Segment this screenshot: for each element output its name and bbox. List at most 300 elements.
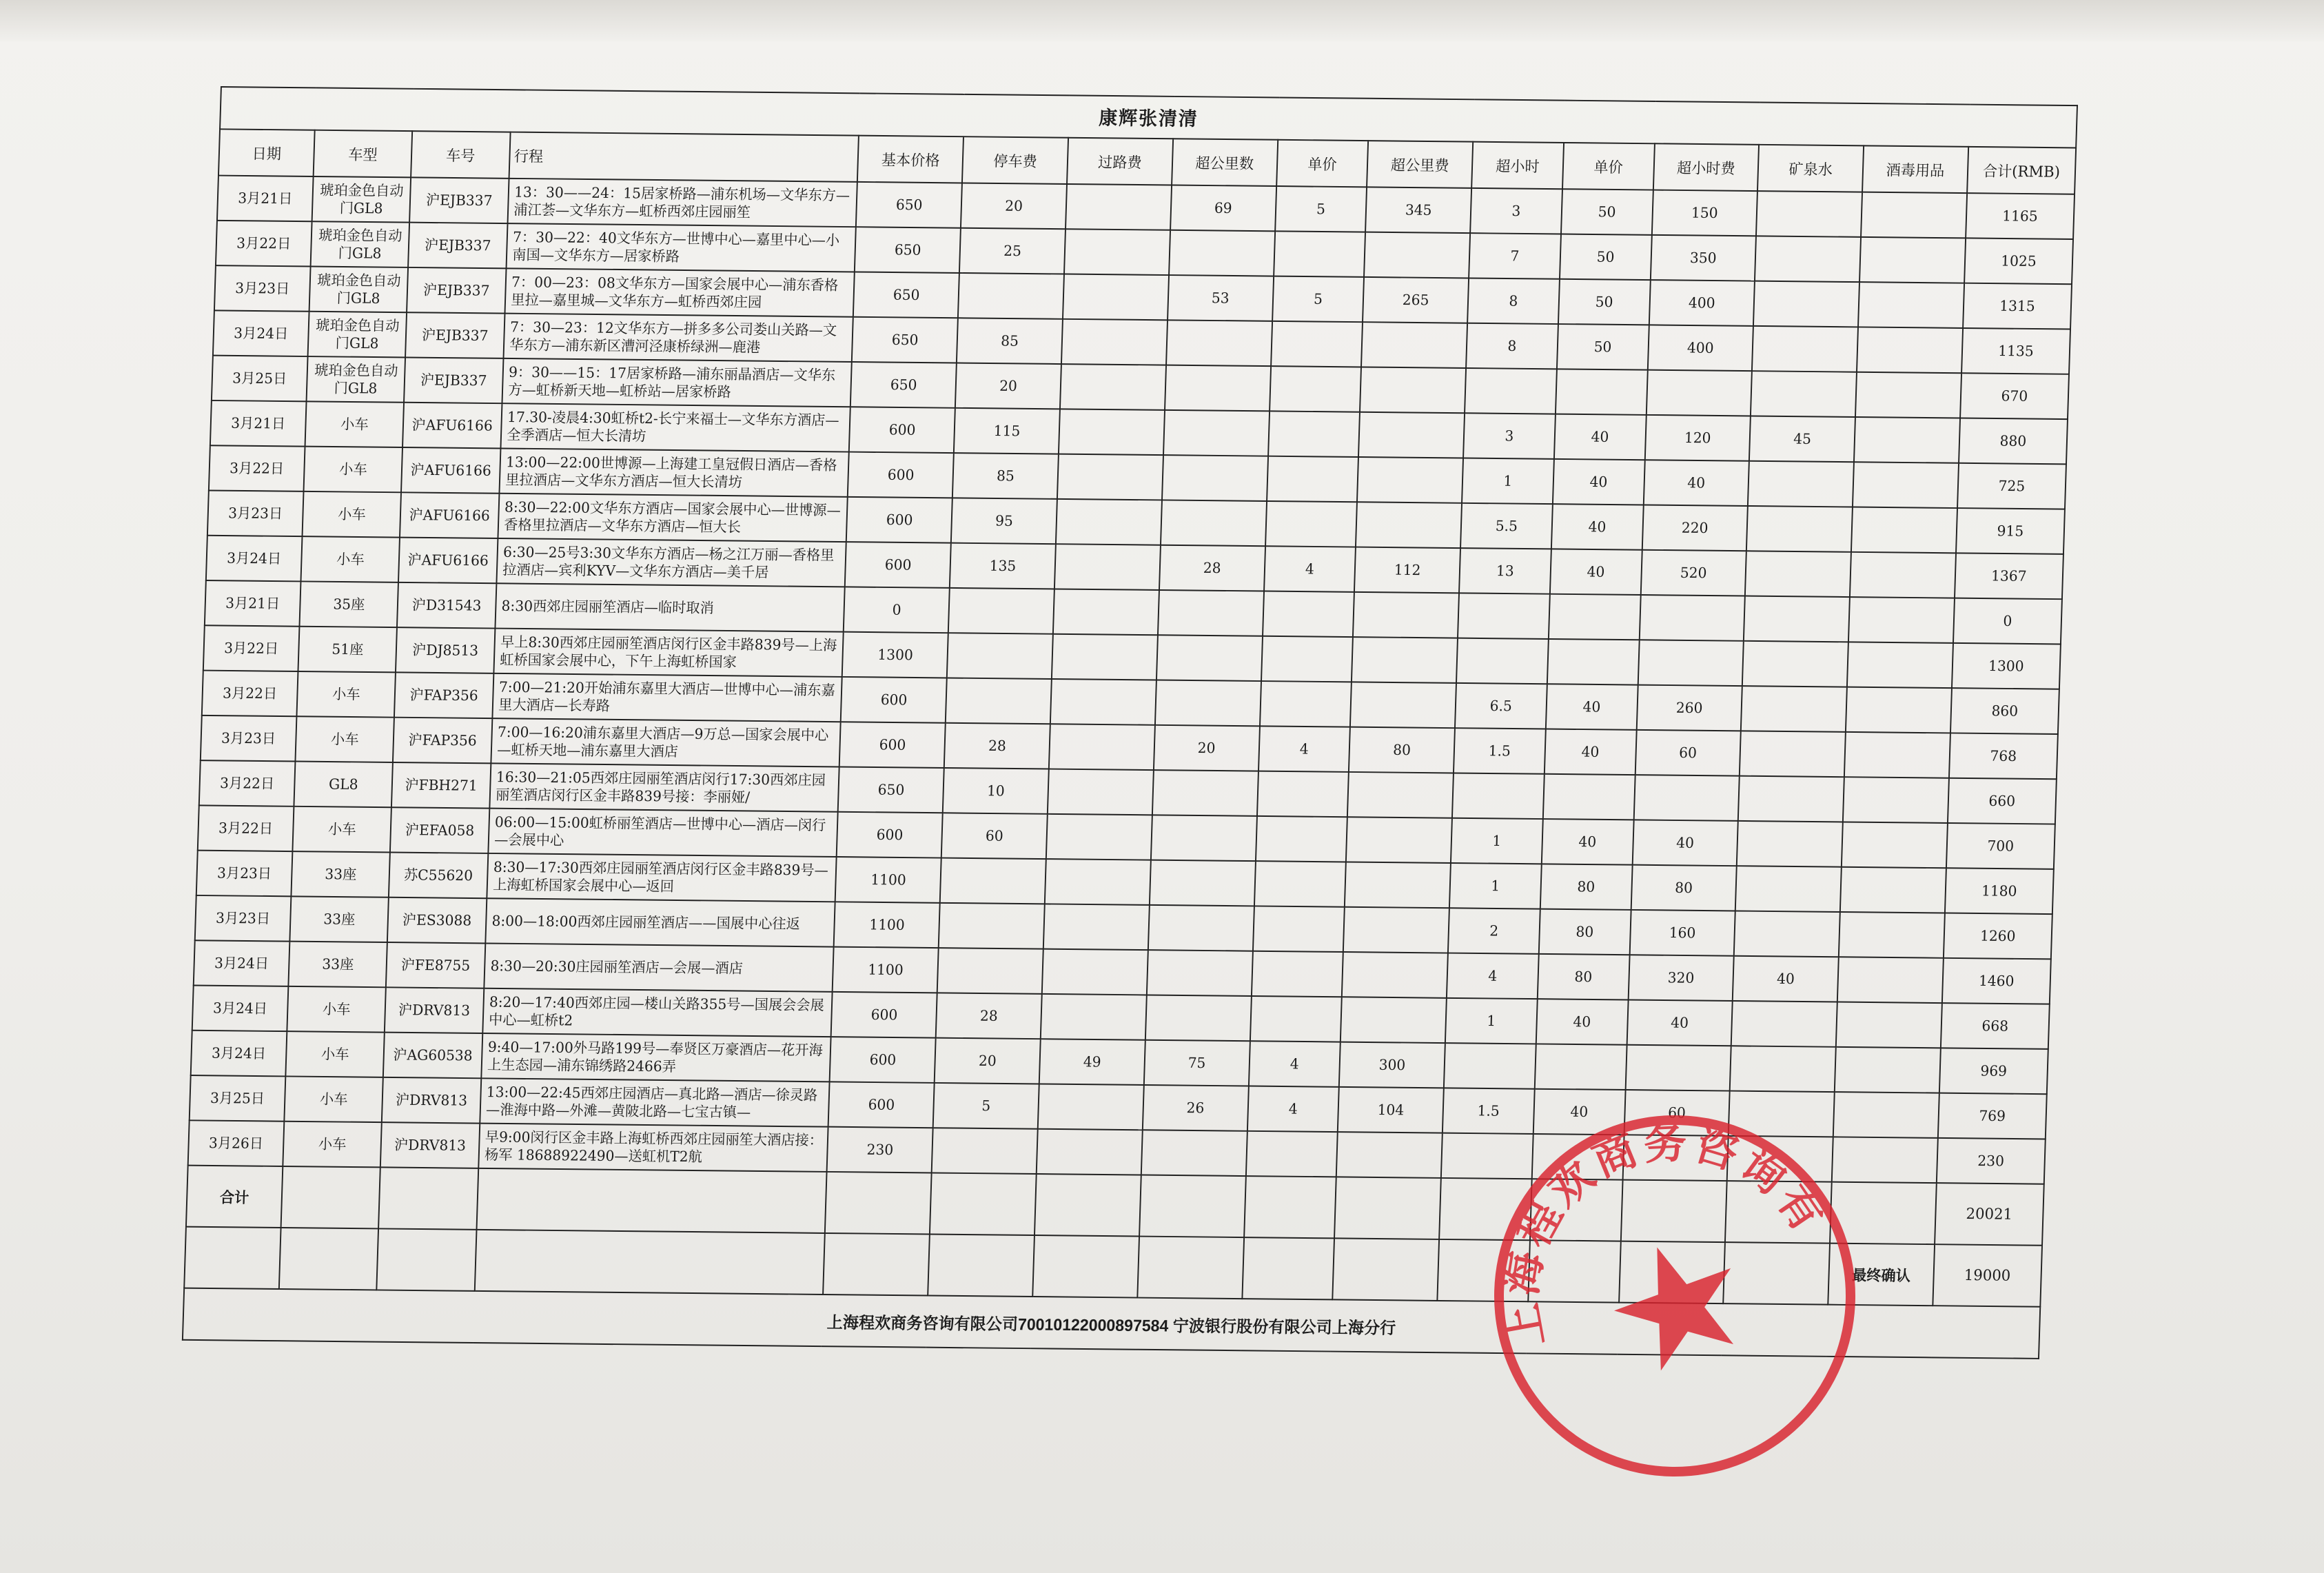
toll-fee-cell [1053,589,1159,635]
date-cell: 3月24日 [206,536,303,582]
toll-fee-cell [1043,904,1150,950]
hour-unit-price-cell: 80 [1540,864,1633,910]
extra-km-fee-cell [1352,637,1458,683]
extra-hours-cell: 2 [1448,908,1540,954]
itinerary-cell: 8:30—20:30庄园丽笙酒店—会展—酒店 [484,943,834,991]
parking-fee-cell: 25 [959,228,1066,274]
date-cell: 3月25日 [190,1075,286,1122]
column-header: 超小时 [1471,142,1564,190]
plate-cell: 沪DRV813 [380,1122,480,1168]
toll-fee-cell [1049,724,1155,770]
sum-empty-cell [476,1168,827,1233]
extra-hours-cell: 13 [1459,548,1551,594]
parking-fee-cell: 115 [954,408,1060,454]
final-empty-cell [824,1233,930,1296]
plate-cell: 沪FBH271 [391,762,491,809]
parking-fee-cell: 60 [941,813,1048,859]
plate-cell: 沪DRV813 [382,1077,481,1124]
parking-fee-cell: 85 [952,453,1059,499]
extra-hour-fee-cell: 260 [1636,685,1742,731]
water-cell [1737,821,1843,867]
hour-unit-price-cell: 40 [1550,549,1642,595]
extra-km-cell: 53 [1168,275,1274,321]
base-price-cell: 1100 [834,902,940,948]
water-cell [1735,866,1842,912]
toll-fee-cell [1046,814,1152,860]
extra-km-fee-cell: 345 [1365,187,1471,233]
base-price-cell: 230 [827,1127,933,1173]
base-price-cell: 600 [846,497,952,543]
toll-fee-cell [1059,409,1165,455]
water-cell [1740,731,1846,777]
base-price-cell: 650 [853,272,959,318]
extra-km-cell: 28 [1159,545,1265,591]
extra-hours-cell: 6.5 [1455,683,1547,729]
car-type-cell: 33座 [291,851,390,897]
total-cell: 860 [1950,688,2059,734]
parking-fee-cell: 5 [933,1083,1039,1129]
extra-km-fee-cell [1347,772,1454,818]
extra-km-cell [1158,590,1264,636]
plate-cell: 沪EJB337 [405,312,504,358]
plate-cell: 沪EJB337 [407,267,506,314]
itinerary-cell: 8:20—17:40西郊庄园—楼山关路355号—国展会会展中心—虹桥t2 [482,988,833,1037]
base-price-cell: 1100 [833,947,939,993]
total-cell: 1260 [1944,913,2052,960]
water-cell [1756,191,1862,237]
extra-hour-fee-cell [1639,595,1745,641]
final-empty-cell [1619,1241,1726,1304]
column-header: 超小时费 [1653,143,1759,191]
extra-km-cell [1141,1130,1247,1176]
itinerary-cell: 6:30—25号3:30文华东方酒店—杨之江万丽—香格里拉酒店—宾利KYV—文华东方酒店—美千居 [496,538,846,587]
itinerary-cell: 7:00—16:20浦东嘉里大酒店—9万总—国家会展中心—虹桥天地—浦东嘉里大酒店 [491,718,841,767]
sum-empty-cell [1034,1174,1141,1237]
extra-km-cell [1151,815,1257,861]
extra-km-cell [1156,635,1263,681]
extra-km-fee-cell [1361,322,1467,368]
car-type-cell: 琥珀金色自动门GL8 [309,267,409,313]
plate-cell: 沪DJ8513 [396,627,495,673]
total-cell: 660 [1948,778,2057,824]
extra-hour-fee-cell: 60 [1624,1090,1730,1136]
wine-cell [1844,732,1950,778]
extra-km-cell [1165,365,1271,412]
extra-km-fee-cell: 80 [1349,727,1455,773]
water-cell [1746,506,1853,552]
sum-empty-cell [1620,1180,1727,1243]
date-cell: 3月22日 [209,445,305,491]
extra-km-fee-cell [1346,817,1452,863]
wine-cell [1839,912,1945,958]
plate-cell: 沪DRV813 [385,987,484,1033]
extra-hour-fee-cell [1633,775,1740,821]
final-empty-cell [184,1227,281,1289]
final-empty-cell [279,1228,378,1290]
km-unit-price-cell [1274,231,1366,277]
hour-unit-price-cell: 50 [1561,189,1653,235]
hour-unit-price-cell: 80 [1539,909,1631,955]
parking-fee-cell: 135 [950,543,1056,589]
extra-km-fee-cell [1360,367,1466,413]
extra-km-fee-cell [1358,412,1465,458]
toll-fee-cell [1063,274,1169,321]
date-cell: 3月22日 [199,760,296,806]
parking-fee-cell [958,273,1064,319]
column-header: 合计(RMB) [1967,147,2076,194]
car-type-cell: 小车 [296,671,396,718]
date-cell: 3月26日 [188,1120,285,1166]
km-unit-price-cell [1250,996,1342,1042]
column-header: 基本价格 [857,136,964,183]
toll-fee-cell [1052,634,1158,680]
extra-km-fee-cell [1343,907,1449,953]
extra-hour-fee-cell: 40 [1632,820,1738,866]
extra-km-cell [1148,905,1254,951]
column-header: 单价 [1276,140,1369,187]
extra-km-cell [1152,770,1258,816]
car-type-cell: 小车 [283,1122,382,1168]
itinerary-cell: 06:00—15:00虹桥丽笙酒店—世博中心—酒店—闵行—会展中心 [488,809,838,857]
km-unit-price-cell: 4 [1258,726,1351,772]
water-cell [1731,1001,1837,1047]
column-header: 日期 [218,129,315,176]
water-cell [1727,1136,1833,1182]
wine-cell [1835,1047,1941,1093]
plate-cell: 沪AFU6166 [400,492,499,538]
base-price-cell: 650 [850,362,957,408]
wine-cell [1836,1002,1942,1048]
extra-km-cell [1162,455,1268,501]
parking-fee-cell [932,1128,1038,1174]
total-cell: 700 [1946,823,2055,869]
water-cell [1742,641,1848,687]
column-header: 矿泉水 [1757,145,1864,192]
plate-cell: 沪AFU6166 [398,538,498,584]
parking-fee-cell: 10 [943,768,1049,814]
hour-unit-price-cell: 50 [1557,324,1649,370]
extra-hour-fee-cell: 40 [1627,999,1733,1046]
car-type-cell: 35座 [300,581,399,627]
extra-hour-fee-cell [1622,1135,1729,1181]
hour-unit-price-cell: 40 [1553,459,1645,505]
itinerary-cell: 7:00—21:20开始浦东嘉里大酒店—世博中心—浦东嘉里大酒店—长寿路 [492,673,842,722]
extra-hour-fee-cell: 320 [1628,955,1734,1001]
plate-cell: 沪EJB337 [409,177,509,223]
total-cell: 1315 [1963,283,2072,329]
table-title: 康辉张清清 [220,87,2077,148]
hour-unit-price-cell: 40 [1554,414,1647,460]
water-cell [1734,911,1840,957]
final-total: 19000 [1933,1244,2042,1307]
itinerary-cell: 17.30-凌晨4:30虹桥t2-长宁来福士—文华东方酒店—全季酒店—恒大长清坊 [500,403,850,451]
car-type-cell: 小车 [285,1031,385,1077]
sum-empty-cell [1244,1176,1336,1238]
date-cell: 3月22日 [203,625,300,671]
wine-cell [1842,822,1948,868]
plate-cell: 沪FE8755 [386,942,485,988]
settlement-sheet [182,86,2078,1359]
wine-cell [1837,957,1944,1003]
total-cell: 880 [1959,418,2068,465]
extra-hour-fee-cell: 520 [1640,550,1746,596]
parking-fee-cell: 20 [935,1038,1041,1084]
extra-km-cell: 75 [1144,1040,1250,1086]
column-header: 过路费 [1067,138,1173,185]
itinerary-cell: 8:30西郊庄园丽笙酒店—临时取消 [495,583,845,631]
total-cell: 668 [1941,1003,2050,1049]
plate-cell: 沪EJB337 [408,223,507,269]
extra-km-cell [1145,995,1252,1041]
extra-km-cell [1166,320,1272,366]
date-cell: 3月22日 [198,805,294,851]
extra-hours-cell [1456,638,1549,684]
water-cell [1741,686,1847,732]
car-type-cell: 33座 [288,942,387,988]
wine-cell [1854,417,1960,463]
toll-fee-cell [1042,949,1148,995]
base-price-cell: 650 [856,182,962,228]
extra-km-fee-cell [1342,952,1448,998]
final-empty-cell [377,1228,476,1290]
km-unit-price-cell: 5 [1275,186,1367,232]
toll-fee-cell [1041,994,1147,1040]
plate-cell: 苏C55620 [389,852,488,898]
final-empty-cell [1528,1240,1620,1302]
date-cell: 3月24日 [192,986,289,1032]
car-type-cell: 小车 [301,536,400,582]
itinerary-cell: 7：30—22：40文华东方—世博中心—嘉里中心—小南国—文华东方—居家桥路 [506,223,856,272]
parking-fee-cell [940,858,1046,904]
hour-unit-price-cell: 40 [1533,1089,1625,1135]
km-unit-price-cell [1263,591,1355,638]
hour-unit-price-cell [1531,1134,1624,1180]
extra-km-cell [1161,500,1267,546]
sum-label: 合计 [186,1166,283,1228]
total-cell: 0 [1953,598,2062,645]
base-price-cell: 600 [831,992,937,1038]
final-empty-cell [1032,1235,1139,1298]
water-cell [1744,596,1850,642]
extra-hours-cell: 4 [1447,953,1539,999]
toll-fee-cell [1050,679,1156,725]
plate-cell: 沪D31543 [397,582,496,629]
extra-hours-cell [1452,773,1545,819]
itinerary-cell: 早上8:30西郊庄园丽笙酒店闵行区金丰路839号—上海虹桥国家会展中心，下午上海虹桥国家 [493,629,844,677]
final-empty-cell [928,1234,1034,1297]
toll-fee-cell: 49 [1039,1039,1145,1085]
column-header: 超公里数 [1172,139,1278,186]
extra-km-fee-cell: 104 [1338,1087,1444,1133]
water-cell [1755,236,1861,282]
date-cell: 3月21日 [210,400,307,447]
car-type-cell: 小车 [295,716,394,762]
extra-hour-fee-cell: 150 [1651,190,1757,236]
date-cell: 3月23日 [196,851,293,897]
km-unit-price-cell [1251,951,1343,997]
final-empty-cell [1242,1237,1334,1299]
base-price-cell: 0 [844,587,950,633]
extra-km-cell [1163,410,1270,456]
toll-fee-cell [1061,319,1168,365]
stamp-text: 上海程欢商务咨询有限公司 [1495,1117,1835,1351]
water-cell [1751,371,1857,417]
extra-km-fee-cell [1356,502,1462,548]
total-cell: 1135 [1961,328,2070,374]
extra-km-cell [1147,950,1253,996]
toll-fee-cell [1054,544,1161,590]
sum-empty-cell [1334,1177,1441,1239]
wine-cell [1861,192,1967,239]
base-price-cell: 1100 [835,857,941,903]
itinerary-cell: 9:40—17:00外马路199号—奉贤区万豪酒店—花开海上生态园—浦东锦绣路2466弄 [481,1033,831,1082]
wine-cell [1848,597,1955,643]
base-price-cell: 600 [828,1082,935,1128]
extra-km-cell [1150,860,1256,906]
extra-hours-cell: 1 [1451,818,1543,864]
itinerary-cell: 7：30—23：12文华东方—拼多多公司娄山关路—文华东方—浦东新区漕河泾康桥绿洲—鹿港 [503,314,853,362]
base-price-cell: 650 [852,317,958,363]
plate-cell: 沪EFA058 [390,807,489,853]
extra-hour-fee-cell: 40 [1643,460,1749,506]
extra-hours-cell: 1.5 [1443,1088,1535,1134]
car-type-cell: 小车 [304,447,403,493]
base-price-cell: 600 [837,812,943,858]
car-type-cell: 小车 [303,491,402,538]
km-unit-price-cell [1260,681,1352,727]
column-header: 超公里费 [1367,141,1473,188]
parking-fee-cell: 95 [951,498,1057,544]
car-type-cell: 琥珀金色自动门GL8 [307,356,406,403]
date-cell: 3月24日 [194,940,290,986]
wine-cell [1843,777,1949,823]
total-cell: 1300 [1952,643,2061,689]
wine-cell [1850,552,1956,598]
extra-hour-fee-cell: 400 [1649,280,1755,326]
final-empty-cell [1333,1238,1440,1301]
parking-fee-cell: 20 [961,183,1067,229]
extra-hours-cell: 3 [1463,413,1556,459]
km-unit-price-cell [1257,771,1349,818]
extra-hours-cell [1444,1043,1536,1089]
extra-hours-cell: 5.5 [1460,503,1553,549]
column-header: 行程 [509,132,859,182]
hour-unit-price-cell: 50 [1560,234,1652,280]
toll-fee-cell [1060,364,1166,410]
itinerary-cell: 9：30——15：17居家桥路—浦东丽晶酒店—文华东方—虹桥新天地—虹桥站—居家桥路 [502,358,852,407]
wine-cell [1858,282,1964,328]
date-cell: 3月23日 [201,716,297,762]
date-cell: 3月22日 [202,671,298,717]
extra-hour-fee-cell: 160 [1629,910,1735,956]
total-cell: 1460 [1942,958,2051,1004]
extra-hour-fee-cell: 60 [1635,730,1741,776]
extra-km-cell: 69 [1170,185,1276,232]
water-cell: 45 [1749,416,1855,462]
toll-fee-cell [1038,1084,1144,1130]
car-type-cell: 33座 [289,896,389,942]
itinerary-cell: 8:00—18:00西郊庄园丽笙酒店——国展中心往返 [485,898,835,946]
parking-fee-cell [946,678,1052,724]
extra-km-fee-cell: 300 [1339,1042,1445,1088]
wine-cell [1833,1092,1939,1138]
date-cell: 3月25日 [212,356,308,402]
sum-empty-cell [1439,1178,1531,1240]
base-price-cell: 600 [830,1037,936,1083]
date-cell: 3月22日 [216,221,312,267]
itinerary-cell: 8:30—22:00文华东方酒店—国家会展中心—世博源—香格里拉酒店—文华东方酒店—恒大长 [498,494,848,542]
extra-km-fee-cell [1336,1132,1443,1178]
car-type-cell: 小车 [292,806,391,853]
hour-unit-price-cell: 40 [1545,729,1637,775]
total-cell: 230 [1937,1138,2046,1184]
date-cell: 3月23日 [207,490,304,536]
car-type-cell: 琥珀金色自动门GL8 [308,312,407,358]
extra-hours-cell: 1 [1462,458,1554,505]
extra-km-cell: 20 [1154,725,1260,771]
wine-cell [1847,642,1953,688]
total-cell: 915 [1956,508,2065,554]
km-unit-price-cell: 4 [1247,1086,1339,1133]
final-empty-cell [1723,1242,1830,1305]
toll-fee-cell [1056,499,1162,545]
total-cell: 769 [1938,1093,2047,1139]
extra-hours-cell: 1 [1449,863,1542,909]
bank-info: 上海程欢商务咨询有限公司70010122000897584 宁波银行股份有限公司上海分行 [183,1288,2040,1359]
itinerary-cell: 7：00—23：08文华东方—国家会展中心—浦东香格里拉—嘉里城—文华东方—虹桥西郊庄园 [504,268,855,316]
car-type-cell: 琥珀金色自动门GL8 [311,221,410,267]
total-cell: 1165 [1966,193,2075,239]
km-unit-price-cell [1261,636,1354,682]
hour-unit-price-cell: 80 [1538,954,1630,1000]
hour-unit-price-cell [1535,1044,1627,1090]
parking-fee-cell [937,948,1043,994]
parking-fee-cell [947,633,1053,679]
extra-hours-cell: 3 [1470,188,1562,234]
km-unit-price-cell [1271,321,1363,367]
plate-cell: 沪AFU6166 [401,447,500,494]
itinerary-cell: 13:00—22:45西郊庄园酒店—真北路—酒店—徐灵路—淮海中路—外滩—黄陂北路—七宝古镇— [480,1078,830,1126]
extra-hour-fee-cell: 220 [1642,505,1748,551]
column-header: 酒毒用品 [1862,145,1968,193]
wine-cell [1857,327,1963,373]
base-price-cell: 600 [845,542,951,588]
car-type-cell: GL8 [294,762,393,808]
column-header: 停车费 [962,136,1068,184]
parking-fee-cell [948,588,1054,634]
car-type-cell: 51座 [298,627,398,673]
water-cell [1730,1046,1836,1092]
total-cell: 1025 [1964,238,2073,284]
final-label: 最终确认 [1828,1244,1935,1306]
extra-km-fee-cell [1357,457,1463,503]
hour-unit-price-cell [1543,774,1635,820]
km-unit-price-cell [1252,906,1345,952]
hour-unit-price-cell: 40 [1546,684,1638,730]
toll-fee-cell [1066,184,1172,230]
final-empty-cell [1137,1237,1244,1299]
sum-empty-cell [825,1172,932,1235]
extra-hours-cell [1465,368,1557,414]
hour-unit-price-cell [1556,369,1648,415]
hour-unit-price-cell [1547,639,1640,685]
extra-hour-fee-cell [1638,640,1744,686]
extra-hour-fee-cell [1625,1045,1731,1091]
date-cell: 3月24日 [213,310,309,356]
extra-hours-cell: 7 [1469,233,1561,279]
base-price-cell: 600 [839,722,946,768]
column-header: 车号 [411,131,510,179]
